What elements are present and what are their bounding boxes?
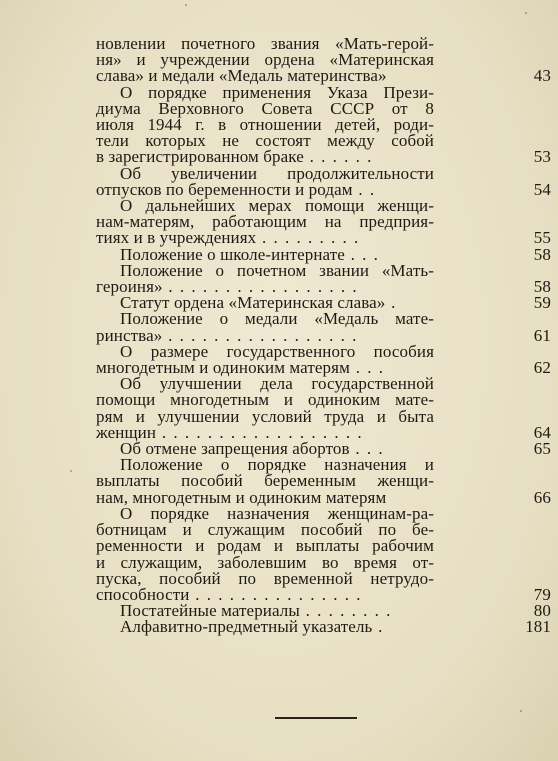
toc-entry: [96, 619, 551, 635]
toc-entry-line: женщин . . . . . . . . . . . . . . . . . .: [96, 422, 364, 442]
toc-entry-line: Об улучшении дела государственной: [120, 374, 434, 394]
paper-speck: [70, 470, 72, 472]
toc-entry-line: слава» и медали «Медаль материнства»: [96, 66, 387, 86]
toc-entry-line: отпусков по беременности и родам . .: [96, 179, 376, 199]
toc-entry-line: тиях и в учреждениях . . . . . . . . .: [96, 228, 360, 248]
toc-page-number: 53: [533, 147, 551, 167]
toc-page-number: 43: [533, 66, 551, 86]
toc-entry-line: рям и улучшении условий труда и быта: [96, 406, 434, 426]
toc-entry-line: в зарегистрированном браке . . . . . .: [96, 147, 373, 167]
toc-entry-line: новлении почетного звания «Мать-герой-: [96, 34, 434, 53]
toc-entry-line: Положение о медали «Медаль мате-: [120, 309, 434, 329]
paper-speck: [520, 710, 522, 712]
toc-entry-line: Положение о порядке назначения и: [120, 455, 434, 475]
toc-entry: [96, 341, 551, 378]
toc-entry-line: нам, многодетным и одиноким матерям: [96, 487, 387, 507]
toc-entry-line: О порядке применения Указа Прези-: [120, 82, 434, 102]
toc-page-number: 59: [533, 293, 551, 313]
toc-entry-line: выплаты пособий беременным женщи-: [96, 471, 434, 491]
table-of-contents: [96, 36, 551, 636]
toc-page-number: 58: [533, 244, 551, 264]
toc-entry: [96, 82, 551, 167]
toc-entry-line: ботницам и служащим пособий по бе-: [96, 520, 434, 540]
toc-entry-title: [96, 198, 434, 247]
toc-page-number: 66: [533, 487, 551, 507]
toc-entry: [96, 503, 551, 604]
leader-dots: .: [385, 293, 397, 313]
toc-entry-title: [96, 82, 434, 167]
toc-entry-title: [96, 376, 434, 441]
toc-page-number: 79: [533, 584, 551, 604]
toc-entry-line: ринства» . . . . . . . . . . . . . . . . .: [96, 325, 358, 345]
toc-entry: [96, 163, 551, 199]
toc-entry-line: диума Верховного Совета СССР от 8: [96, 98, 434, 118]
toc-entry-line: Положение о школе-интернате . . .: [120, 244, 380, 264]
paper-speck: [185, 4, 187, 6]
toc-page-number: 64: [533, 422, 551, 442]
leader-dots: . . . . . . . . . . . . . . . . .: [162, 277, 359, 297]
toc-entry-line: Об отмене запрещения абортов . . .: [120, 439, 385, 459]
leader-dots: . . . . . . . . .: [256, 228, 360, 248]
toc-entry: [96, 311, 551, 343]
toc-entry: [96, 260, 551, 297]
toc-entry: [96, 36, 551, 85]
toc-entry-line: июля 1944 г. в отношении детей, роди-: [96, 115, 434, 135]
toc-entry-line: ременности и родам и выплаты рабочим: [96, 536, 434, 556]
toc-entry-line: Положение о почетном звании «Мать-: [120, 260, 434, 280]
leader-dots: . . .: [349, 358, 385, 378]
toc-entry-title: [96, 503, 434, 604]
leader-dots: . . .: [344, 244, 380, 264]
toc-page-number: 80: [533, 601, 551, 621]
leader-dots: . . . . . . . . . . . . . . .: [189, 584, 362, 604]
toc-entry-line: помощи многодетным и одиноким мате-: [96, 390, 434, 410]
toc-entry-line: О дальнейших мерах помощи женщи-: [120, 196, 434, 216]
toc-entry-line: Об увеличении продолжительности: [120, 163, 434, 183]
toc-page-number: 58: [533, 277, 551, 297]
toc-page-number: 61: [533, 325, 551, 345]
toc-page-number: 54: [533, 179, 551, 199]
toc-page-number: 62: [533, 358, 551, 378]
paper-speck: [525, 12, 527, 14]
leader-dots: . . . . . .: [303, 147, 373, 167]
toc-entry-line: Статут ордена «Материнская слава» .: [120, 293, 397, 313]
toc-entry-title: [96, 341, 434, 378]
leader-dots: . . . . . . . .: [299, 601, 392, 621]
leader-dots: . . .: [349, 439, 385, 459]
toc-page-number: 65: [533, 439, 551, 459]
toc-entry-title: [96, 311, 434, 343]
toc-entry-line: Постатейные материалы . . . . . . . .: [120, 601, 392, 621]
toc-entry-line: пуска, пособий по временной нетрудо-: [96, 568, 434, 588]
toc-entry-line: О размере государственного пособия: [120, 341, 434, 361]
toc-entry: [96, 198, 551, 247]
leader-dots: . . . . . . . . . . . . . . . . . .: [156, 422, 364, 442]
toc-entry: [96, 376, 551, 441]
toc-entry-line: способности . . . . . . . . . . . . . . .: [96, 584, 362, 604]
toc-entry-line: Алфавитно-предметный указатель .: [120, 617, 384, 637]
toc-entry-title: [96, 163, 434, 199]
toc-entry-line: тели которых не состоят между собой: [96, 131, 434, 151]
toc-entry-line: ня» и учреждении ордена «Материнская: [96, 50, 434, 70]
toc-entry-title: [96, 457, 434, 506]
toc-entry-title: [96, 260, 434, 297]
leader-dots: . .: [352, 179, 376, 199]
toc-entry-line: О порядке назначения женщинам-ра-: [120, 503, 434, 523]
toc-page-number: 55: [533, 228, 551, 248]
toc-entry-line: и служащим, заболевшим во время от-: [96, 552, 434, 572]
closing-rule: [275, 717, 357, 719]
leader-dots: .: [372, 617, 384, 637]
toc-entry-line: нам-матерям, работающим на предприя-: [96, 212, 434, 232]
toc-entry-title: [96, 619, 434, 635]
toc-page-number: 181: [525, 617, 551, 637]
toc-entry-line: героиня» . . . . . . . . . . . . . . . . .: [96, 277, 359, 297]
toc-entry-title: [96, 36, 434, 85]
toc-entry: [96, 457, 551, 506]
leader-dots: . . . . . . . . . . . . . . . . .: [162, 325, 358, 345]
toc-entry-line: многодетным и одиноким матерям . . .: [96, 358, 385, 378]
